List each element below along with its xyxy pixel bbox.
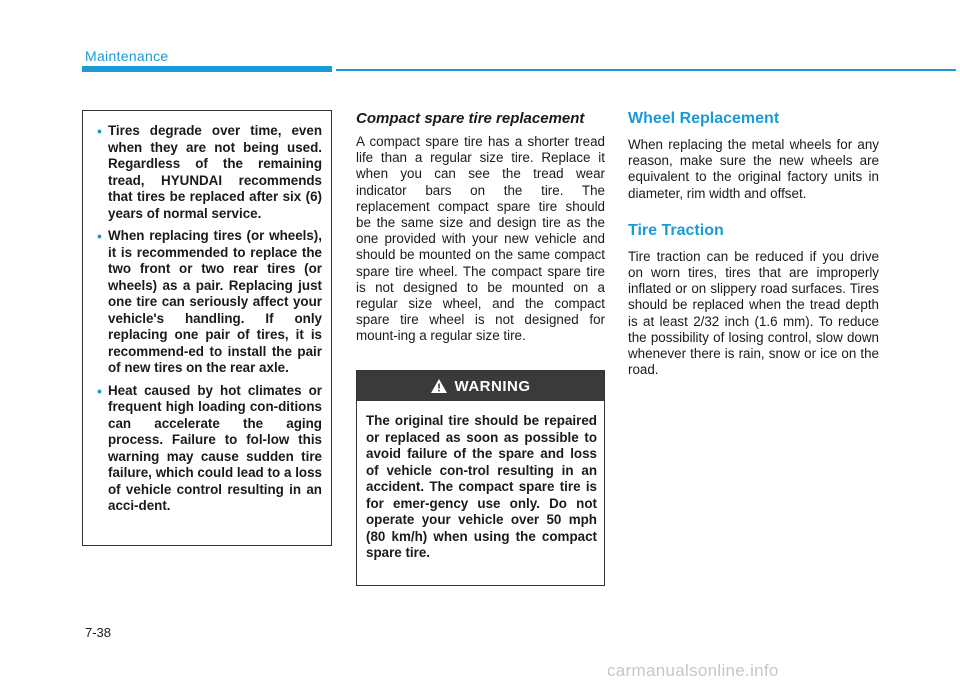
warning-header bbox=[357, 371, 604, 401]
compact-spare-body: A compact spare tire has a shorter tread life than a regular size tire. Replace it when you can see the tread wear indicator bars on the tire. The replacement compact spare tire should be the same size and design tire as the one provided with your new vehicle and should be mounted on the same compact spare tire wheel. The compact spare tire is not designed to be mounted on a regular size wheel, and the compact spare tire wheel is not designed for mount-ing a regular size tire. bbox=[356, 134, 605, 344]
tire-aging-box bbox=[82, 110, 332, 546]
wheel-replacement-heading: Wheel Replacement bbox=[628, 110, 780, 127]
list-item bbox=[97, 228, 322, 377]
header-rule-thick bbox=[82, 66, 332, 72]
warning-box bbox=[356, 370, 605, 586]
header-rule-thin bbox=[336, 69, 956, 71]
list-item bbox=[97, 123, 322, 222]
compact-spare-section bbox=[356, 110, 605, 345]
watermark: carmanualsonline.info bbox=[607, 661, 779, 680]
bullet-list bbox=[97, 123, 322, 515]
compact-spare-heading: Compact spare tire replacement bbox=[356, 110, 585, 127]
section-title: Maintenance bbox=[85, 48, 169, 64]
bullet-icon: • bbox=[97, 228, 102, 244]
tire-traction-heading: Tire Traction bbox=[628, 221, 724, 239]
warning-triangle-icon bbox=[431, 379, 447, 393]
warning-title: WARNING bbox=[454, 377, 531, 395]
tire-traction-body: Tire traction can be reduced if you drive on worn tires, tires that are improperly inflated or on slippery road surfaces. Tires should be replaced when the tread depth is at least 2/32 inch (1.6 mm). To reduce the possibility of losing control, slow down whenever there is rain, snow or ice on the road. bbox=[628, 248, 879, 378]
bullet-text: Tires degrade over time, even when they are not being used. Regardless of the remaining tread, HYUNDAI recommends that tires be replaced after six (6) years of normal service. bbox=[108, 123, 322, 221]
right-column bbox=[628, 110, 879, 378]
list-item bbox=[97, 383, 322, 515]
page-number: 7-38 bbox=[85, 625, 112, 640]
bullet-text: When replacing tires (or wheels), it is recommended to replace the two front or two rear tires (or wheels) as a pair. Replacing just one tire can seriously affect your vehicle's handling. If only replacing one pair of tires, it is recommend-ed to install the pair of new tires on the rear axle. bbox=[108, 228, 322, 375]
bullet-text: Heat caused by hot climates or frequent high loading con-ditions can accelerate the aging process. Failure to fol-low this warning may cause sudden tire failure, which could lead to a loss of vehicle control resulting in an acci-dent. bbox=[108, 382, 322, 513]
wheel-replacement-body: When replacing the metal wheels for any reason, make sure the new wheels are equivalent to the original factory units in diameter, rim width and offset. bbox=[628, 137, 879, 201]
bullet-icon: • bbox=[97, 123, 102, 139]
bullet-icon: • bbox=[97, 382, 102, 399]
warning-body: The original tire should be repaired or replaced as soon as possible to avoid failure of the spare and loss of vehicle con-trol resulting in an accident. The compact spare tire is for emer-gency use only. Do not operate your vehicle over 50 mph (80 km/h) when using the compact spare tire. bbox=[366, 413, 597, 560]
